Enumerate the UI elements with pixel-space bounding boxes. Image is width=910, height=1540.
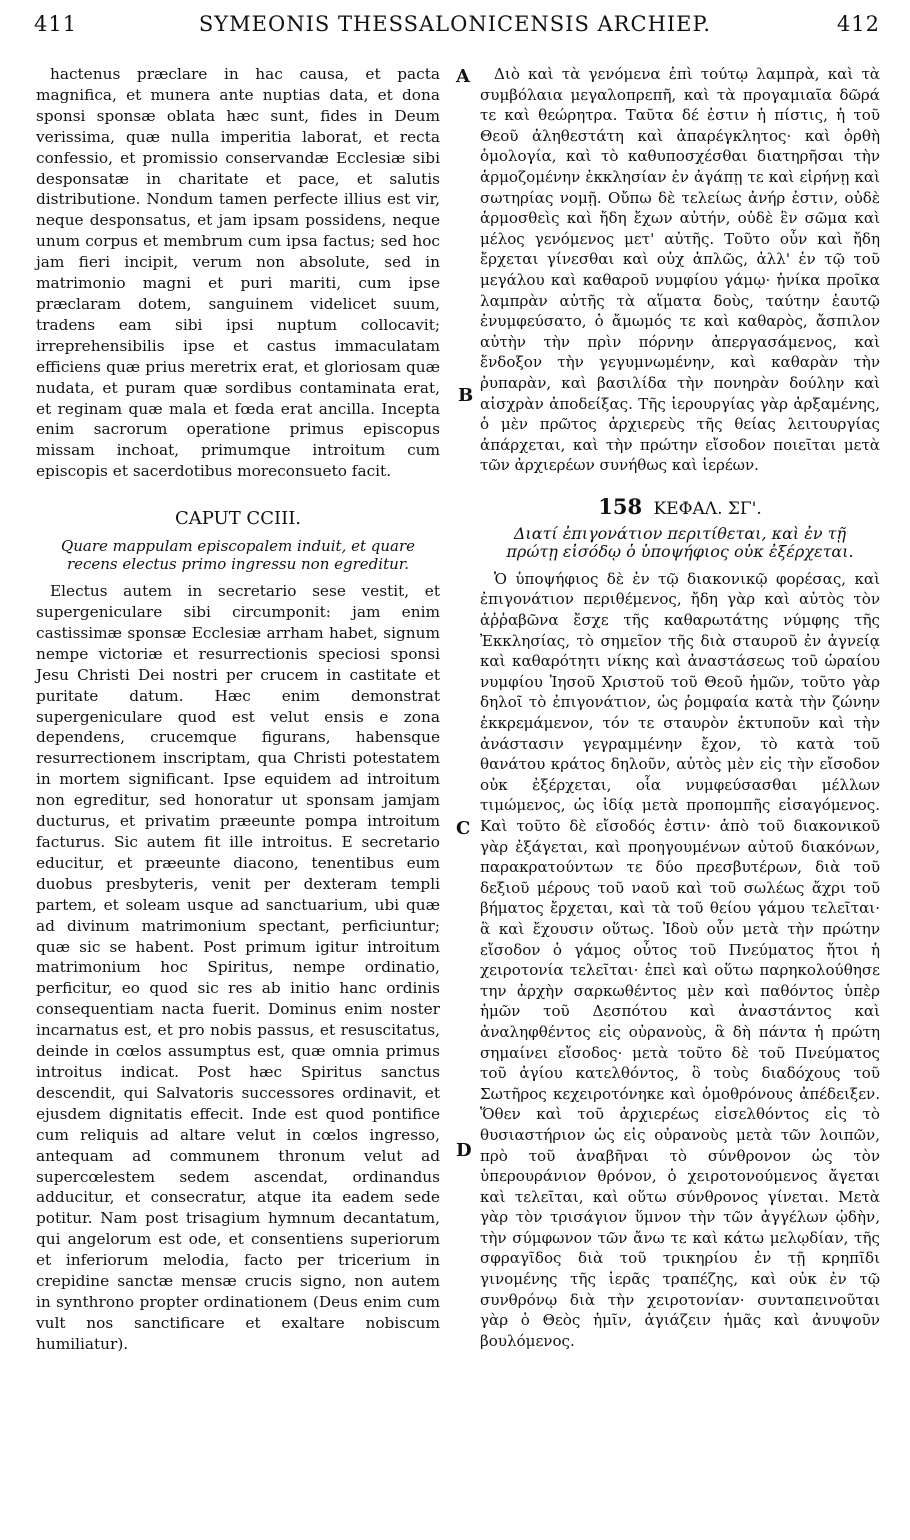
- greek-chapter-number: 158: [598, 493, 643, 519]
- margin-letter-d: D: [456, 1140, 472, 1161]
- page-number-left: 411: [34, 12, 78, 36]
- greek-body-paragraph: Ὁ ὑποψήφιος δὲ ἐν τῷ διακονικῷ φορέσας, καὶ ἐπιγονάτιον περιθέμενος, ἤδη γὰρ καὶ αὐτὸς τὸν ἀῤῥαβῶνα ἔσχε τῆς καθαρωτάτης νύμφης τῆς Ἐκκλησίας, τὸ σημεῖον τῆς διὰ σταυροῦ ἐν ἁγνείᾳ καὶ καθαρότητι νίκης καὶ ἀναστάσεως τοῦ ὡραίου νυμφίου Ἰησοῦ Χριστοῦ τοῦ Θεοῦ ἡμῶν, τοῦτο γὰρ δηλοῖ τὸ ἐπιγονάτιον, ὡς ῥομφαία κατὰ τὴν ζώνην ἐκκρεμάμενον, τόν τε σταυρὸν ἐκτυποῦν καὶ τὴν ἀνάστασιν γεγραμμένην ἔχον, τὸ κατὰ τοῦ θανάτου κράτος δηλοῦν, αὐτὸς μὲν εἰς τὴν εἴσοδον οὐκ ἐξέρχεται, οἷα νυμφεύσασθαι μέλλων τιμώμενος, ὡς ἰδίᾳ μετὰ προπομπῆς εἰσαγόμενος. Καὶ τοῦτο δὲ εἴσοδός ἐστιν· ἀπὸ τοῦ διακονικοῦ γὰρ ἐξάγεται, καὶ προηγουμένων αὐτοῦ διακόνων, παρακρατούντων τε δύο πρεσβυτέρων, διὰ τοῦ δεξιοῦ μέρους τοῦ ναοῦ καὶ τοῦ σωλέως ἄχρι τοῦ βήματος ἔρχεται, καὶ τὰ τοῦ θείου γάμου τελεῖται· ἃ καὶ ἔχουσιν οὕτως. Ἰδοὺ οὖν μετὰ τὴν πρώτην εἴσοδον ὁ γάμος οὗτος τοῦ Πνεύματος ἤτοι ἡ χειροτονία τελεῖται· ἐπεὶ καὶ οὕτω παρηκολούθησε την ἀρχὴν σαρκωθέντος μὲν καὶ παθόντος ὑπὲρ ἡμῶν τοῦ Δεσπότου καὶ ἀναστάντος καὶ ἀναληφθέντος εἰς οὐρανοὺς, ἃ δὴ πάντα ἡ πρώτη σημαίνει εἴσοδος· μετὰ τοῦτο δὲ τοῦ Πνεύματος τοῦ ἁγίου κατελθόντος, ὃ τοὺς διαδόχους τοῦ Σωτῆρος κεχειροτόνηκε καὶ ὁμοθρόνους ἀπέδειξεν. Ὅθεν καὶ τοῦ ἀρχιερέως εἰσελθόντος εἰς τὸ θυσιαστήριον ὡς εἰς οὐρανοὺς μετὰ τῶν λοιπῶν, πρὸ τοῦ ἀναβῆναι τὸ σύνθρονον ὡς τὸν ὑπερουράνιον θρόνον, ὁ χειροτονούμενος ἄγεται καὶ τελεῖται, καὶ οὕτω σύνθρονος γίνεται. Μετὰ γὰρ τὸν τρισάγιον ὕμνον τὴν τῶν ἀγγέλων ᾠδὴν, τὴν σύμφωνον τῶν ἄνω τε καὶ κάτω μελῳδίαν, τῆς σφραγῖδος διὰ τοῦ τρικηρίου ἐν τῇ κρηπῖδι γινομένης τῆς ἱερᾶς τραπέζης, καὶ οὐκ ἐν τῷ συνθρόνῳ διὰ τὴν χειροτονίαν· συνταπεινοῦται γὰρ ὁ Θεὸς ἡμῖν, ἁγιάζειν ἡμᾶς καὶ ἀνυψοῦν βουλόμενος.: [480, 569, 880, 1350]
- page-number-right: 412: [836, 12, 880, 36]
- greek-chapter-title: ΚΕΦΑΛ. ΣΓ'.: [653, 498, 762, 519]
- margin-letter-c: C: [456, 818, 471, 839]
- latin-intro-paragraph: hactenus præclare in hac causa, et pacta magnifica, et munera ante nuptias data, et dona sponsi sponsæ oblata hæc sunt, fides in Deum verissima, quæ nulla imperitia laborat, et recta confessio, et promissio conservandæ Ecclesiæ sibi desponsatæ in charitate et pace, et salutis distributione. Nondum tamen perfecte illius est vir, neque desponsatus, et jam ipsam possidens, neque unum corpus et membrum cum ipsa factus; sed hoc jam fieri incipit, verum non absolute, sed in matrimonio magni et puri mariti, cum ipse præclaram dotem, sanguinem videlicet suum, tradens eam sibi ipsi nuptum collocavit; irreprehensibilis ipse et castus immaculatam efficiens quæ prius meretrix erat, et gloriosam quæ nudata, et puram quæ sordibus contaminata erat, et reginam quæ mala et fœda erat ancilla. Incepta enim sacrorum operatione primus episcopus missam inchoat, primumque introitum cum episcopis et sacerdotibus moreconsueto facit.: [36, 65, 440, 481]
- latin-chapter-subtitle: Quare mappulam episcopalem induit, et quare recens electus primo ingressu non egreditur.: [60, 537, 416, 574]
- margin-letter-b: B: [458, 385, 474, 406]
- greek-intro-paragraph: Διὸ καὶ τὰ γενόμενα ἐπὶ τούτῳ λαμπρὰ, καὶ τὰ συμβόλαια μεγαλοπρεπῆ, καὶ τὰ προγαμιαῖα δῶρά τε καὶ θεώρητρα. Ταῦτα δέ ἐστιν ἡ πίστις, ἡ τοῦ Θεοῦ ἀληθεστάτη καὶ ἀπαρέγκλητος· καὶ ὀρθὴ ὁμολογία, καὶ τὸ καθυποσχέσθαι διατηρῆσαι τὴν ἁρμοζομένην ἐκκλησίαν ἐν ἀγάπῃ τε καὶ εἰρήνῃ καὶ σωτηρίας νομῇ. Οὔπω δὲ τελείως ἀνήρ ἐστιν, οὐδὲ ἁρμοσθεὶς καὶ ἤδη ἔχων αὐτήν, οὐδὲ ἓν σῶμα καὶ μέλος γενόμενος μετ' αὐτῆς. Τοῦτο οὖν καὶ ἤδη ἔρχεται γίνεσθαι καὶ οὐχ ἁπλῶς, ἀλλ' ἐν τῷ τοῦ μεγάλου καὶ καθαροῦ νυμφίου γάμῳ· ἡνίκα προῖκα λαμπρὰν αὐτῆς τὰ αἵματα δοὺς, ταύτην ἑαυτῷ ἐνυμφεύσατο, ὁ ἄμωμός τε καὶ καθαρὸς, ἄσπιλον αὐτὴν τὴν πρὶν πόρνην ἀπεργασάμενος, καὶ ἔνδοξον τὴν γεγυμνωμένην, καὶ καθαρὰν τὴν ῥυπαρὰν, καὶ βασιλίδα τὴν πονηρὰν δούλην καὶ αἰσχρὰν ἀποδείξας. Τῆς ἱερουργίας γὰρ ἀρξαμένης, ὁ μὲν πρῶτος ἀρχιερεὺς τῆς θείας λειτουργίας ἀπάρχεται, καὶ τὴν πρώτην εἴσοδον ποιεῖται μετὰ τῶν ἀρχιερέων συνήθως καὶ ἱερέων.: [480, 65, 880, 475]
- greek-chapter-subtitle: Διατί ἐπιγονάτιον περιτίθεται, καὶ ἐν τῇ πρώτῃ εἰσόδῳ ὁ ὑποψήφιος οὐκ ἐξέρχεται.: [506, 523, 854, 561]
- margin-letter-a: A: [456, 66, 470, 87]
- latin-column: [36, 64, 440, 1355]
- running-head: SYMEONIS THESSALONICENSIS ARCHIEP.: [198, 12, 712, 36]
- latin-body-paragraph: Electus autem in secretario sese vestit, et supergeniculare sibi circumponit: jam enim castissimæ sponsæ Ecclesiæ arrham habet, signum nempe victoriæ et resurrectionis speciosi sponsi Jesu Christi Dei nostri per crucem in castitate et puritate datum. Hæc enim demonstrat supergeniculare quod est velut ensis e zona dependens, crucemque figurans, habensque resurrectionem inscriptam, qua Christi potestatem in mortem significant. Ipse equidem ad introitum non egreditur, sed honoratur ut sponsam jamjam ducturus, et privatim præeunte pompa introitum facturus. Sic autem fit ille introitus. E secretario educitur, et præeunte diacono, tenentibus eum duobus presbyteris, venit per dexteram templi partem, et soleam usque ad sanctuarium, ubi quæ ad divinum matrimonium spectant, perficiuntur; quæ sic se habent. Post primum igitur introitum matrimonium hoc Spiritus, nempe ordinatio, perficitur, eo quod sic res ab initio hanc ordinis consequentiam nacta fuerit. Dominus enim noster incarnatus est, et pro nobis passus, et resuscitatus, deinde in cœlos assumptus est, quæ omnia primus introitus indicat. Post hæc Spiritus sanctus descendit, qui Salvatoris successores ordinavit, et ejusdem dignitatis effecit. Inde est quod pontifice cum reliquis ad altare velut in cœlos ingresso, antequam ad communem thronum velut ad supercœlestem sedem ascendat, ordinandus adducitur, et consecratur, atque ita eadem sede potitur. Nam post trisagium hymnum decantatum, qui angelorum est ode, et consentiens superiorum et inferiorum melodia, facto per tricerium in crepidine sanctæ mensæ crucis signo, non autem in synthrono propter ordinationem (Deus enim cum vult nos sanctificare et exaltare nobiscum humiliatur).: [36, 582, 440, 1353]
- latin-chapter-heading: CAPUT CCIII.: [174, 508, 302, 530]
- greek-chapter-heading: [480, 494, 880, 519]
- greek-column: [480, 64, 880, 1351]
